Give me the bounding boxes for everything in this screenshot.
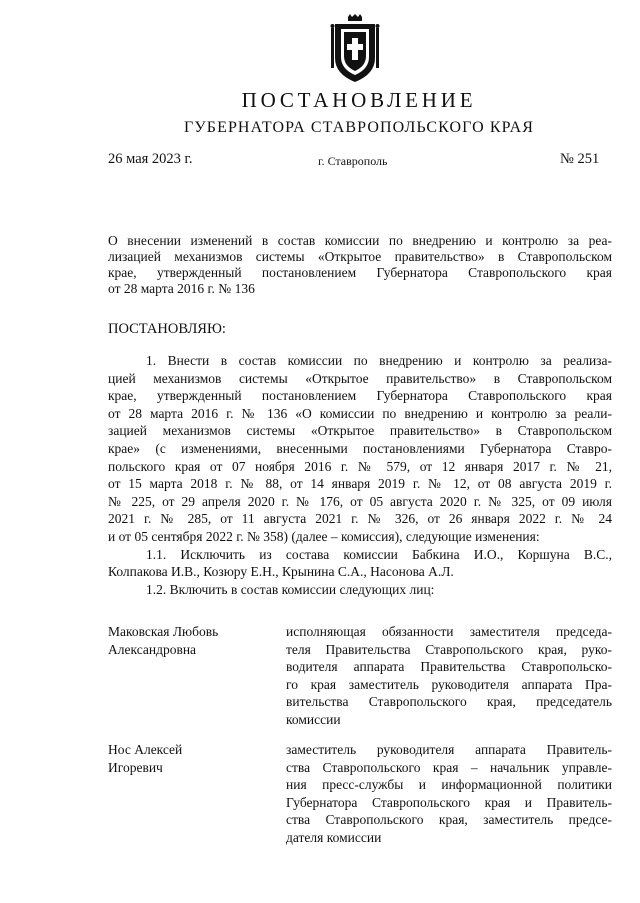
member-role-line: го края заместитель руководителя аппарата Пра- [286,676,612,692]
body-line: и от 05 сентября 2022 г. № 358) (далее – комиссия), следующие изменения: [108,528,540,544]
subject-line: крае, утвержденный постановлением Губернатора Ставропольского края [108,265,612,280]
subject-line: лизацией механизмов системы «Открытое правительство» в Ставропольском [108,249,612,264]
body-line: крае» (с изменениями, внесенными постановлениями Губернатора Ставро- [108,440,612,456]
member-role [286,623,612,729]
subject-line: от 28 марта 2016 г. № 136 [108,281,255,296]
document-number: № 251 [560,151,600,167]
body-line: Колпакова И.В., Козюру Е.Н., Крынина С.А., Насонова А.Л. [108,564,454,580]
member-role-line: вительства Ставропольского края, председатель [286,694,612,710]
body-line: от 28 марта 2016 г. № 136 «О комиссии по внедрению и контролю за реали- [108,405,612,421]
member-role-line: водителя аппарата Правительства Ставропольско- [286,659,612,675]
document-city: г. Ставрополь [318,154,388,168]
body-line: 1.1. Исключить из состава комиссии Бабкина И.О., Коршуна В.С., [146,546,612,562]
subject-line: О внесении изменений в состав комиссии по внедрению и контролю за реа- [108,233,612,248]
member-role-line: теля Правительства Ставропольского края, руко- [286,641,612,657]
member-role-line: исполняющая обязанности заместителя председа- [286,624,612,639]
body-line: № 225, от 29 апреля 2020 г. № 176, от 05 августа 2020 г. № 325, от 09 июля [108,493,612,509]
member-role-line: заместитель руководителя аппарата Правитель- [286,742,612,757]
decree-word: ПОСТАНОВЛЯЮ: [108,321,226,337]
member-role-line: комиссии [286,711,341,727]
member-name [108,741,268,776]
body-line: 1. Внести в состав комиссии по внедрению и контролю за реализа- [146,353,612,368]
coat-of-arms-icon [330,14,380,84]
body-line: 1.2. Включить в состав комиссии следующих лиц: [146,581,435,597]
body-line: крае, утвержденный постановлением Губернатора Ставропольского края [108,388,612,404]
member-name-line: Маковская Любовь [108,624,219,639]
body-line: цией механизмов системы «Открытое правительство» в Ставропольском [108,370,612,386]
member-name-line: Александровна [108,641,197,657]
member-role-line: ства Ставропольского края – начальник управле- [286,759,612,775]
document-subtitle: ГУБЕРНАТОРА СТАВРОПОЛЬСКОГО КРАЯ [184,119,534,136]
member-role [286,741,612,847]
body-line: зацией механизмов системы «Открытое правительство» в Ставропольском [108,423,612,439]
document-date: 26 мая 2023 г. [108,151,193,167]
document-body [108,352,612,598]
member-name-line: Игоревич [108,759,163,775]
member-role-line: ства Ставропольского края, заместитель предсе- [286,812,612,828]
document-title: ПОСТАНОВЛЕНИЕ [241,88,477,112]
member-role-line: дателя комиссии [286,829,382,845]
body-line: от 15 марта 2018 г. № 88, от 14 января 2019 г. № 12, от 08 августа 2019 г. [108,476,612,492]
body-line: польского края от 07 ноября 2016 г. № 579, от 12 января 2017 г. № 21, [108,458,612,474]
member-name [108,623,268,658]
member-role-line: ния пресс-службы и информационной политики [286,777,612,793]
document-subject [108,233,612,297]
member-role-line: Губернатора Ставропольского края и Правитель- [286,794,612,810]
member-name-line: Нос Алексей [108,742,183,757]
body-line: 2021 г. № 285, от 11 августа 2021 г. № 326, от 26 января 2022 г. № 24 [108,511,612,527]
